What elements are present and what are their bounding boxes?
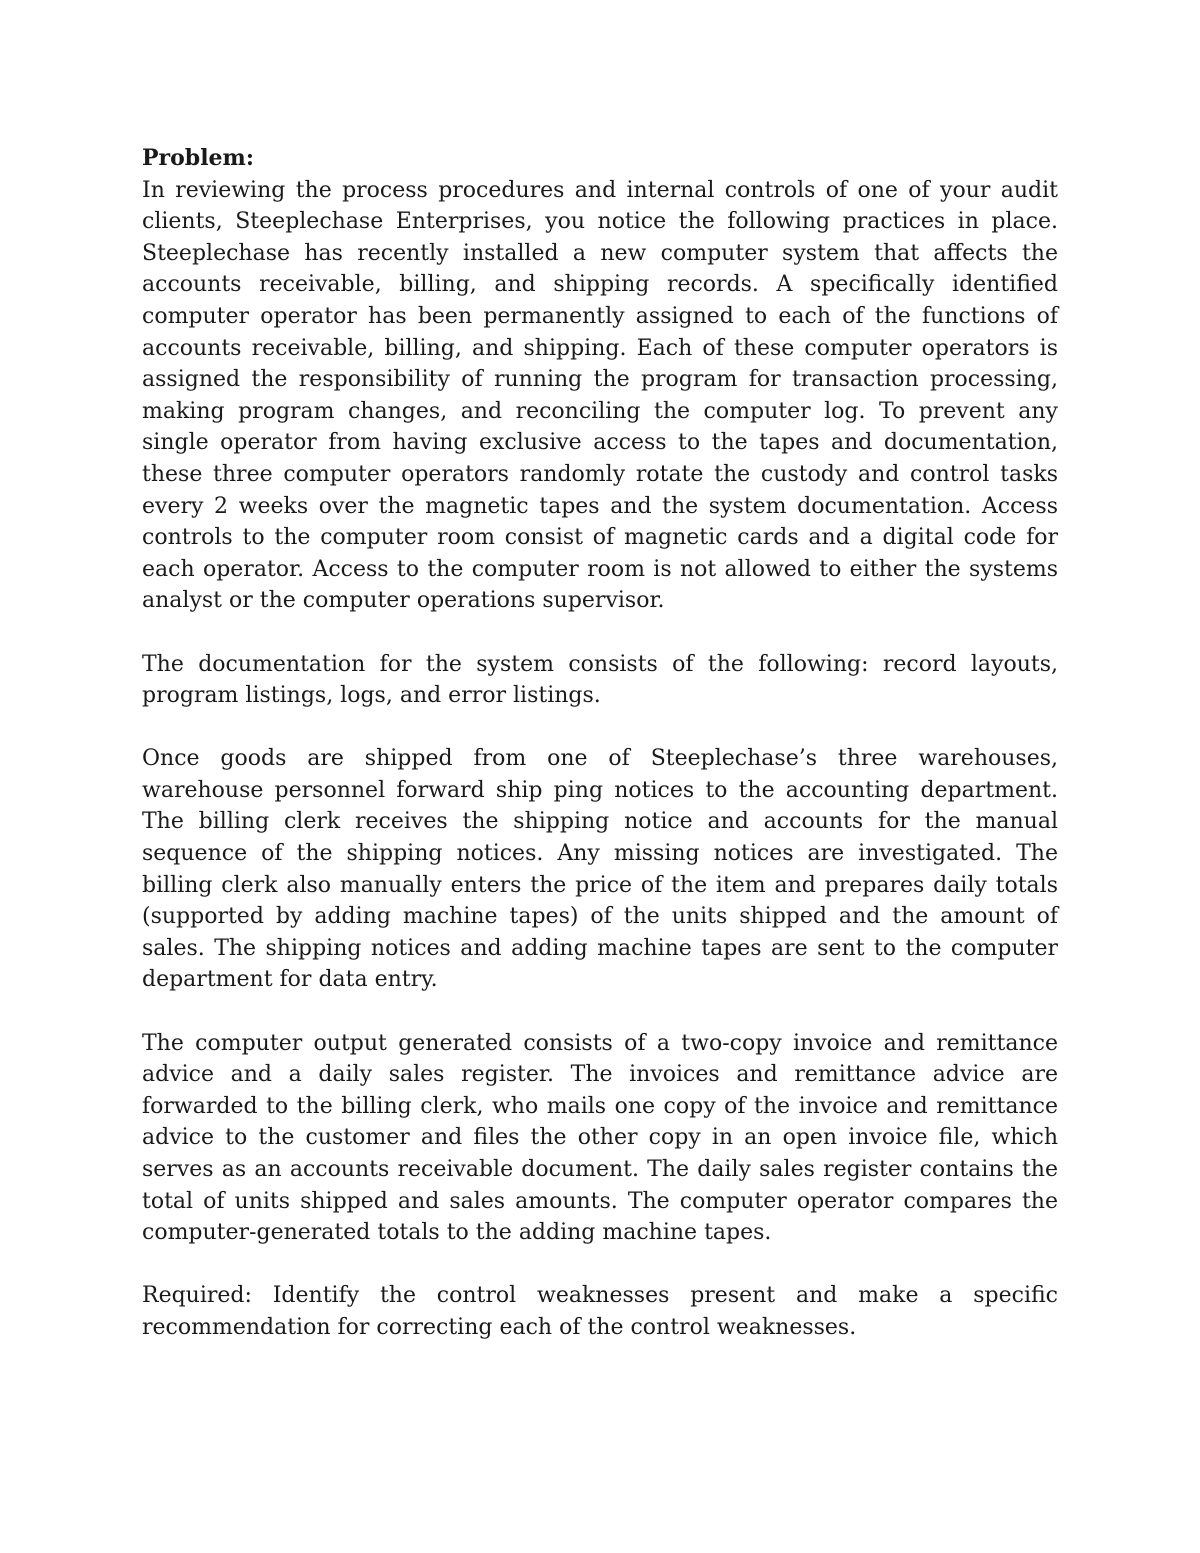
paragraph-3: Once goods are shipped from one of Steeplechase’s three warehouses, warehouse personnel forward ship ping notices to the accounting department. The billing clerk receives the shipping notice and accounts for the manual sequence of the shipping notices. Any missing notices are investigated. The billing clerk also manually enters the price of the item and prepares daily totals (supported by adding machine tapes) of the units shipped and the amount of sales. The shipping notices and adding machine tapes are sent to the computer department for data entry. bbox=[142, 746, 1058, 993]
paragraph-required: Required: Identify the control weaknesses present and make a specific recommendation for correcting each of the control weaknesses. bbox=[142, 1283, 1058, 1340]
problem-heading: Problem: bbox=[142, 145, 254, 171]
paragraph-text: In reviewing the process procedures and internal controls of one of your audit clients, Steeplechase Enterprises, you notice the following practices in place. Steeplechase has recently installed a new computer system that affects the accounts receivable, billing, and shipping records. A specifically identified computer operator has been permanently assigned to each of the functions of accounts receivable, billing, and shipping. Each of these computer operators is assigned the responsibility of running the program for transaction processing, making program changes, and reconciling the computer log. To prevent any single operator from having exclusive access to the tapes and documentation, these three computer operators randomly rotate the custody and control tasks every 2 weeks over the magnetic tapes and the system documentation. Access controls to the computer room consist of magnetic cards and a digital code for each operator. Access to the computer room is not allowed to either the systems analyst or the computer operations supervisor. bbox=[142, 177, 1058, 614]
document-body bbox=[142, 143, 1058, 1375]
paragraph-4: The computer output generated consists of a two-copy invoice and remittance advice and a daily sales register. The invoices and remittance advice are forwarded to the billing clerk, who mails one copy of the invoice and remittance advice to the customer and files the other copy in an open invoice file, which serves as an accounts receivable document. The daily sales register contains the total of units shipped and sales amounts. The computer operator compares the computer-generated totals to the adding machine tapes. bbox=[142, 1030, 1058, 1246]
paragraph-2: The documentation for the system consists of the following: record layouts, program listings, logs, and error listings. bbox=[142, 651, 1058, 709]
paragraph-1 bbox=[142, 143, 1058, 617]
